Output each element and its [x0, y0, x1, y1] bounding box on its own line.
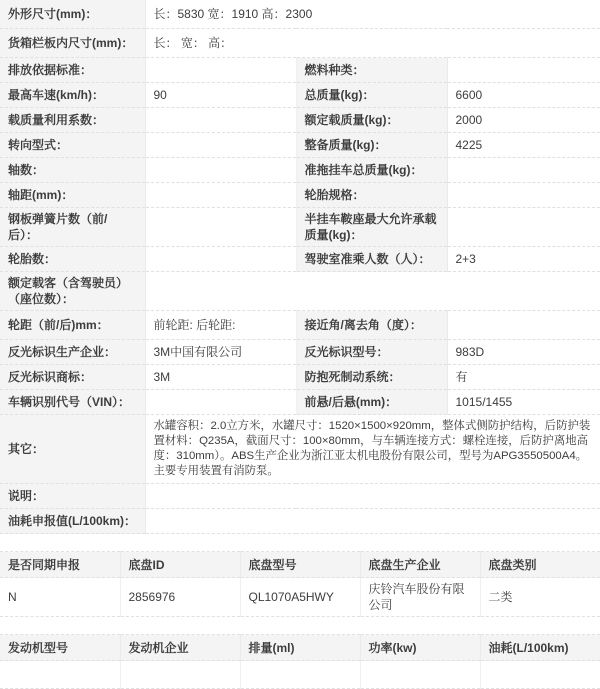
spec-label: 外形尺寸(mm)： — [0, 0, 145, 29]
engine-cell — [240, 661, 360, 689]
column-header: 底盘型号 — [240, 552, 360, 578]
spec-value: 长：5830 宽：1910 高：2300 — [145, 0, 600, 29]
table-row — [0, 29, 600, 58]
spec-label: 载质量利用系数： — [0, 108, 145, 133]
spec-label: 燃料种类： — [296, 58, 447, 83]
spec-value — [145, 158, 296, 183]
column-header: 是否同期申报 — [0, 552, 120, 578]
table-row — [0, 83, 600, 108]
spec-label: 总质量(kg)： — [296, 83, 447, 108]
spec-label: 轮距（前/后)mm： — [0, 311, 145, 340]
spec-label: 半挂车鞍座最大允许承载质量(kg)： — [296, 208, 447, 247]
chassis-cell: 2856976 — [120, 578, 240, 617]
spec-value — [145, 108, 296, 133]
column-header: 发动机型号 — [0, 635, 120, 661]
table-row — [0, 208, 600, 247]
spec-label: 油耗申报值(L/100km)： — [0, 509, 145, 534]
spec-label: 货箱栏板内尺寸(mm)： — [0, 29, 145, 58]
column-header: 底盘类别 — [480, 552, 600, 578]
engine-cell — [360, 661, 480, 689]
spec-value: 4225 — [447, 133, 600, 158]
spec-value — [447, 58, 600, 83]
table-row — [0, 158, 600, 183]
spec-label: 防抱死制动系统： — [296, 365, 447, 390]
spec-label: 最高车速(km/h)： — [0, 83, 145, 108]
spec-label: 轴数： — [0, 158, 145, 183]
table-header-row — [0, 635, 600, 661]
engine-cell — [480, 661, 600, 689]
column-header: 排量(ml) — [240, 635, 360, 661]
spec-label: 钢板弹簧片数（前/后）： — [0, 208, 145, 247]
spec-label: 说明： — [0, 484, 145, 509]
spec-label: 额定载客（含驾驶员）（座位数）： — [0, 272, 145, 311]
table-row — [0, 365, 600, 390]
spec-value — [145, 272, 600, 311]
table-row — [0, 311, 600, 340]
spec-value — [447, 158, 600, 183]
column-header: 功率(kw) — [360, 635, 480, 661]
spec-value: 有 — [447, 365, 600, 390]
table-row — [0, 484, 600, 509]
chassis-cell: QL1070A5HWY — [240, 578, 360, 617]
spec-label: 车辆识别代号（VIN）： — [0, 390, 145, 415]
spec-value — [447, 208, 600, 247]
table-header-row — [0, 552, 600, 578]
spec-label: 转向型式： — [0, 133, 145, 158]
engine-cell — [0, 661, 120, 689]
spec-value — [145, 58, 296, 83]
spec-label: 其它： — [0, 415, 145, 484]
spec-value: 长： 宽： 高： — [145, 29, 600, 58]
spec-label: 前悬/后悬(mm)： — [296, 390, 447, 415]
table-row — [0, 108, 600, 133]
spec-label: 排放依据标准： — [0, 58, 145, 83]
engine-table — [0, 634, 600, 689]
column-header: 底盘ID — [120, 552, 240, 578]
spec-value: 前轮距: 后轮距: — [145, 311, 296, 340]
table-row — [0, 509, 600, 534]
table-row — [0, 133, 600, 158]
spec-value — [145, 247, 296, 272]
chassis-cell: N — [0, 578, 120, 617]
spec-value — [145, 183, 296, 208]
table-row — [0, 578, 600, 617]
chassis-table — [0, 551, 600, 617]
table-row — [0, 247, 600, 272]
spec-label: 驾驶室准乘人数（人）： — [296, 247, 447, 272]
spec-value: 2+3 — [447, 247, 600, 272]
spec-value: 3M中国有限公司 — [145, 340, 296, 365]
spec-label: 接近角/离去角（度）： — [296, 311, 447, 340]
spec-value: 983D — [447, 340, 600, 365]
spec-label: 反光标识生产企业： — [0, 340, 145, 365]
chassis-cell: 二类 — [480, 578, 600, 617]
column-header: 油耗(L/100km) — [480, 635, 600, 661]
spec-value — [145, 509, 600, 534]
spec-value: 2000 — [447, 108, 600, 133]
spec-value — [145, 133, 296, 158]
table-row — [0, 183, 600, 208]
spec-label: 轮胎数： — [0, 247, 145, 272]
spec-label: 额定载质量(kg)： — [296, 108, 447, 133]
table-row — [0, 58, 600, 83]
spec-label: 轮胎规格： — [296, 183, 447, 208]
spec-label: 反光标识商标： — [0, 365, 145, 390]
spec-label: 准拖挂车总质量(kg)： — [296, 158, 447, 183]
spec-label: 整备质量(kg)： — [296, 133, 447, 158]
spec-value — [145, 208, 296, 247]
spec-value: 3M — [145, 365, 296, 390]
spec-value — [447, 311, 600, 340]
spec-value: 90 — [145, 83, 296, 108]
spec-value-other: 水罐容积：2.0立方米，水罐尺寸：1520×1500×920mm，整体式侧防护结构，后防护装置材料：Q235A，截面尺寸：100×80mm，与车辆连接方式：螺栓连接，后防护离地高度：310mm）。ABS生产企业为浙江亚太机电股份有限公司，型号为APG3550500A4。主要专用装置有消防泵。 — [145, 415, 600, 484]
spec-value: 6600 — [447, 83, 600, 108]
table-row — [0, 390, 600, 415]
engine-cell — [120, 661, 240, 689]
column-header: 发动机企业 — [120, 635, 240, 661]
spec-value — [145, 390, 296, 415]
spec-label: 轴距(mm)： — [0, 183, 145, 208]
table-row — [0, 0, 600, 29]
table-row — [0, 272, 600, 311]
table-row — [0, 415, 600, 484]
spec-value — [447, 183, 600, 208]
spec-value: 1015/1455 — [447, 390, 600, 415]
chassis-cell: 庆铃汽车股份有限公司 — [360, 578, 480, 617]
table-row — [0, 661, 600, 689]
column-header: 底盘生产企业 — [360, 552, 480, 578]
spec-value — [145, 484, 600, 509]
spec-label: 反光标识型号： — [296, 340, 447, 365]
table-row — [0, 340, 600, 365]
